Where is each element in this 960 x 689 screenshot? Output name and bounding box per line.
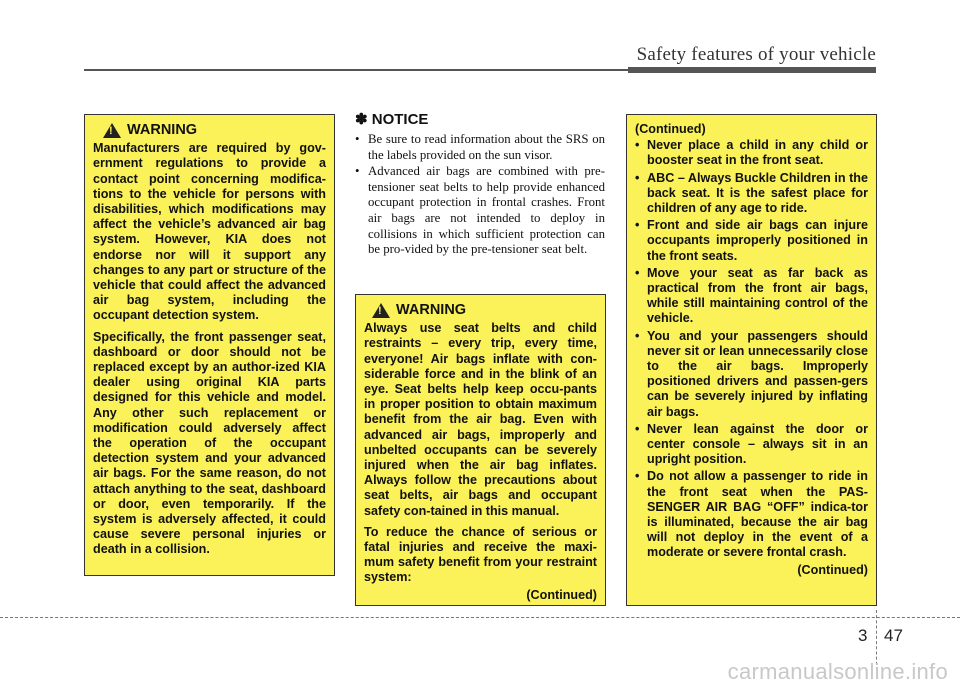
warning-heading-text: WARNING [396, 302, 467, 318]
warning-heading [372, 303, 597, 318]
continued-label: (Continued) [526, 587, 597, 602]
warning-paragraph: Specifically, the front passenger seat, dashboard or door should not be replaced except by an author-ized KIA dealer using original KIA parts designed for this vehicle and model. Any other such replacement or modification could adversely affect the operation of the occupant detection system and your advanced air bags. For the same reason, do not attach anything to the seat, dashboard or door, even temporarily. If the system is adversely affected, it could cause severe personal injuries or death in a collision. [93, 329, 326, 557]
continued-label: (Continued) [635, 122, 706, 136]
right-warning-box [626, 114, 877, 606]
notice-item: • Be sure to read information about the SRS on the labels provided on the sun visor. [355, 132, 605, 163]
header-title: Safety features of your vehicle [636, 44, 876, 65]
middle-warning-box [355, 294, 606, 606]
chapter-number: 3 [858, 626, 868, 645]
header-rule-accent [628, 67, 876, 73]
warning-list-item: • Move your seat as far back as practical from the front air bags, while still maintaining control of the vehicle. [635, 266, 868, 327]
watermark: carmanualsonline.info [727, 659, 948, 684]
notice-section [355, 110, 605, 259]
notice-heading: ✽ NOTICE [355, 111, 429, 128]
warning-list-item: • ABC – Always Buckle Children in the back seat. It is the safest place for children of any age to ride. [635, 171, 868, 217]
warning-triangle-icon [103, 123, 121, 138]
left-warning-box [84, 114, 335, 576]
warning-paragraph: Always use seat belts and child restraints – every trip, every time, everyone! Air bags inflate with con-siderable force and in the blink of an eye. Seat belts help keep occu-pants in proper position to obtain maximum benefit from the air bag. Even with advanced air bags, improperly and unbelted occupants can be severely injured when the air bag inflates. Always follow the precautions about seat belts, air bags and occupant safety con-tained in this manual. [364, 321, 597, 518]
warning-heading [103, 123, 326, 138]
warning-list-item: • Do not allow a passenger to ride in the front seat when the PAS-SENGER AIR BAG “OFF” indica-tor is illuminated, because the air bag will not deploy in the event of a moderate or severe frontal crash. [635, 469, 868, 560]
warning-list-item: • Front and side air bags can injure occupants improperly positioned in the front seats. [635, 218, 868, 264]
notice-item: • Advanced air bags are combined with pre-tensioner seat belts to help provide enhanced occupant protection in frontal crashes. Front air bags are not intended to deploy in collisions in which sufficient protection can be pro-vided by the pre-tensioner seat belt. [355, 164, 605, 258]
warning-list-item: • Never lean against the door or center console – always sit in an upright position. [635, 422, 868, 468]
warning-paragraph: Manufacturers are required by gov-ernment regulations to provide a contact point concerning modifica-tions to the vehicle for persons with disabilities, which modifications may affect the vehicle’s advanced air bag system. However, KIA does not endorse nor will it support any changes to any part or structure of the vehicle that could affect the advanced air bag system, including the occupant detection system. [93, 141, 326, 323]
continued-label: (Continued) [797, 562, 868, 577]
warning-list-item: • You and your passengers should never sit or lean unnecessarily close to the air bags. Improperly positioned drivers and passen-gers can be severely injured by inflating air bags. [635, 329, 868, 420]
warning-heading-text: WARNING [127, 122, 198, 138]
page-number: 47 [884, 626, 903, 645]
warning-list-item: • Never place a child in any child or booster seat in the front seat. [635, 138, 868, 168]
warning-triangle-icon [372, 303, 390, 318]
warning-paragraph: To reduce the chance of serious or fatal injuries and receive the maxi-mum safety benefit from your restraint system: [364, 524, 597, 585]
footer-rule [0, 617, 960, 618]
